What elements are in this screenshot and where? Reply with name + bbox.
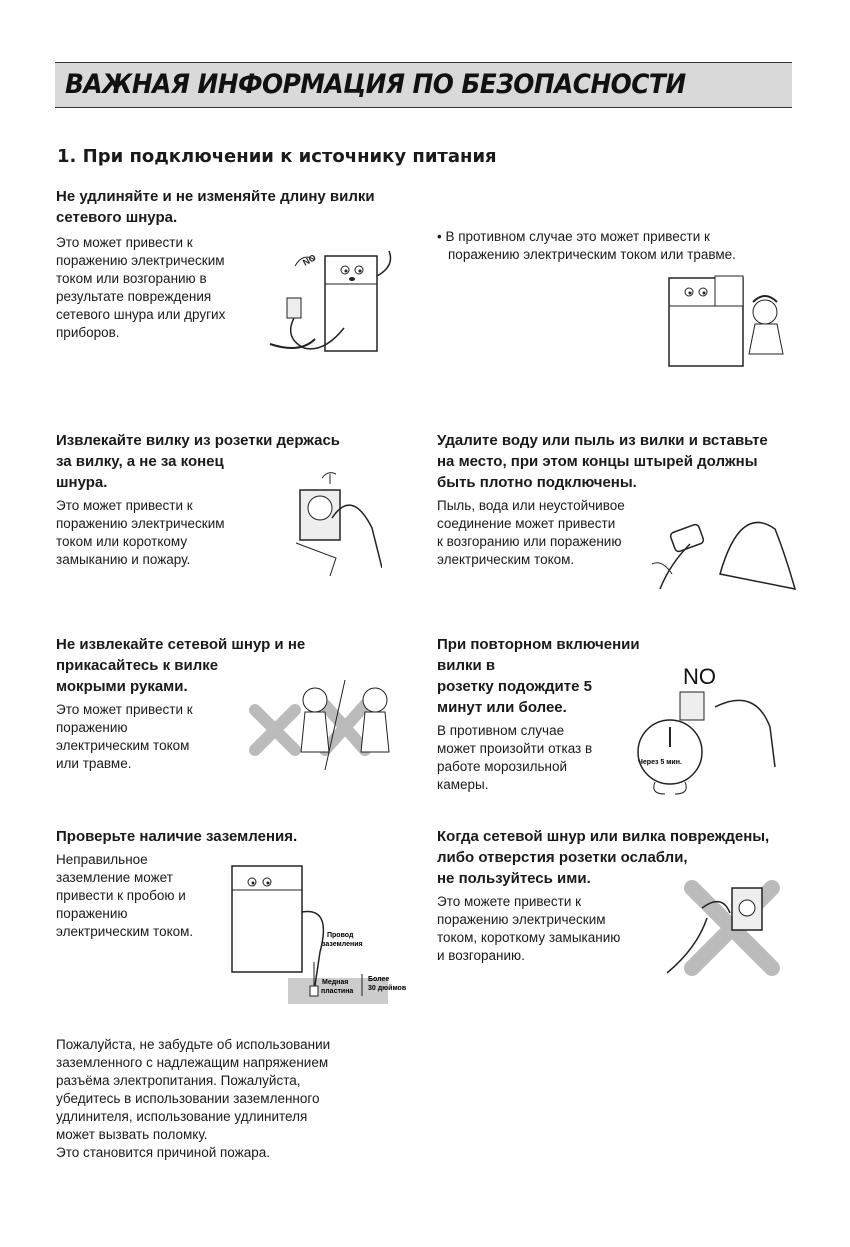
footer-text: Пожалуйста, не забудьте об использовании заземленного с надлежащим напряжением разъёма электропитания. Пожалуйста, убедитесь в использовании заземленного удлинителя, использование удлинителя может вызвать поломку. Это становится причиной пожара. xyxy=(56,1037,331,1160)
section-title: 1. При подключении к источнику питания xyxy=(57,146,497,167)
warning-body: В противном случае может произойти отказ в работе морозильной камеры. xyxy=(437,723,593,792)
pull-plug-illustration xyxy=(292,468,382,578)
grounding-illustration xyxy=(222,862,417,1007)
warning-heading: Проверьте наличие заземления. xyxy=(56,828,298,845)
timer-illustration xyxy=(625,662,785,802)
warning-heading: Не удлиняйте и не изменяйте длину вилки сетевого шнура. xyxy=(56,188,375,226)
plate-label-1: Медная xyxy=(322,979,349,986)
damaged-socket-illustration xyxy=(662,868,787,978)
no-sign: NO xyxy=(683,664,716,689)
warning-heading: Удалите воду или пыль из вилки и вставьте на место, при этом концы штырей должны быть плотно подключены. xyxy=(437,432,768,491)
timer-label: Через 5 мин. xyxy=(638,759,682,766)
header-banner xyxy=(55,62,792,108)
plate-label-2: пластина xyxy=(321,988,354,995)
page-title: ВАЖНАЯ ИНФОРМАЦИЯ ПО БЕЗОПАСНОСТИ xyxy=(65,69,686,100)
depth-label-2: 30 дюймов xyxy=(368,985,407,992)
clean-plug-illustration xyxy=(650,514,800,594)
warning-heading: Когда сетевой шнур или вилка повреждены, либо отверстия розетки ослабли, не пользуйтесь ими. xyxy=(437,828,770,887)
depth-label-1: Более xyxy=(368,976,390,983)
warning-general-note xyxy=(437,228,807,264)
fridge-cord-illustration xyxy=(265,236,400,361)
warning-body: Это может привести к поражению электрическим током или травме. xyxy=(56,702,193,771)
bullet-note: • В противном случае это может привести к поражению электрическим током или травме. xyxy=(437,229,736,262)
wire-label-2: заземления xyxy=(322,941,363,948)
fridge-girl-illustration xyxy=(665,272,790,370)
warning-body: Это может привести к поражению электрическим током или короткому замыканию и пожару. xyxy=(56,498,225,567)
footer-note xyxy=(56,1036,416,1162)
no-label: NO xyxy=(301,252,318,268)
warning-heading: Извлекайте вилку из розетки держась за вилку, а не за конец шнура. xyxy=(56,432,341,491)
warning-body: Это можете привести к поражению электрическим током, короткому замыканию и возгоранию. xyxy=(437,894,621,963)
warning-body: Это может привести к поражению электрическим током или возгоранию в результате повреждения сетевого шнура или других приборов. xyxy=(56,235,226,340)
warning-body: Неправильное заземление может привести к пробою и поражению электрическим током. xyxy=(56,852,194,939)
warning-heading: При повторном включении вилки в розетку подождите 5 минут или более. xyxy=(437,636,640,716)
warning-heading: Не извлекайте сетевой шнур и не прикасайтесь к вилке мокрыми руками. xyxy=(56,636,306,695)
warning-body: Пыль, вода или неустойчивое соединение может привести к возгоранию или поражению электрическим током. xyxy=(437,498,625,567)
wet-hands-illustration xyxy=(245,680,410,770)
wire-label-1: Провод xyxy=(327,932,354,939)
